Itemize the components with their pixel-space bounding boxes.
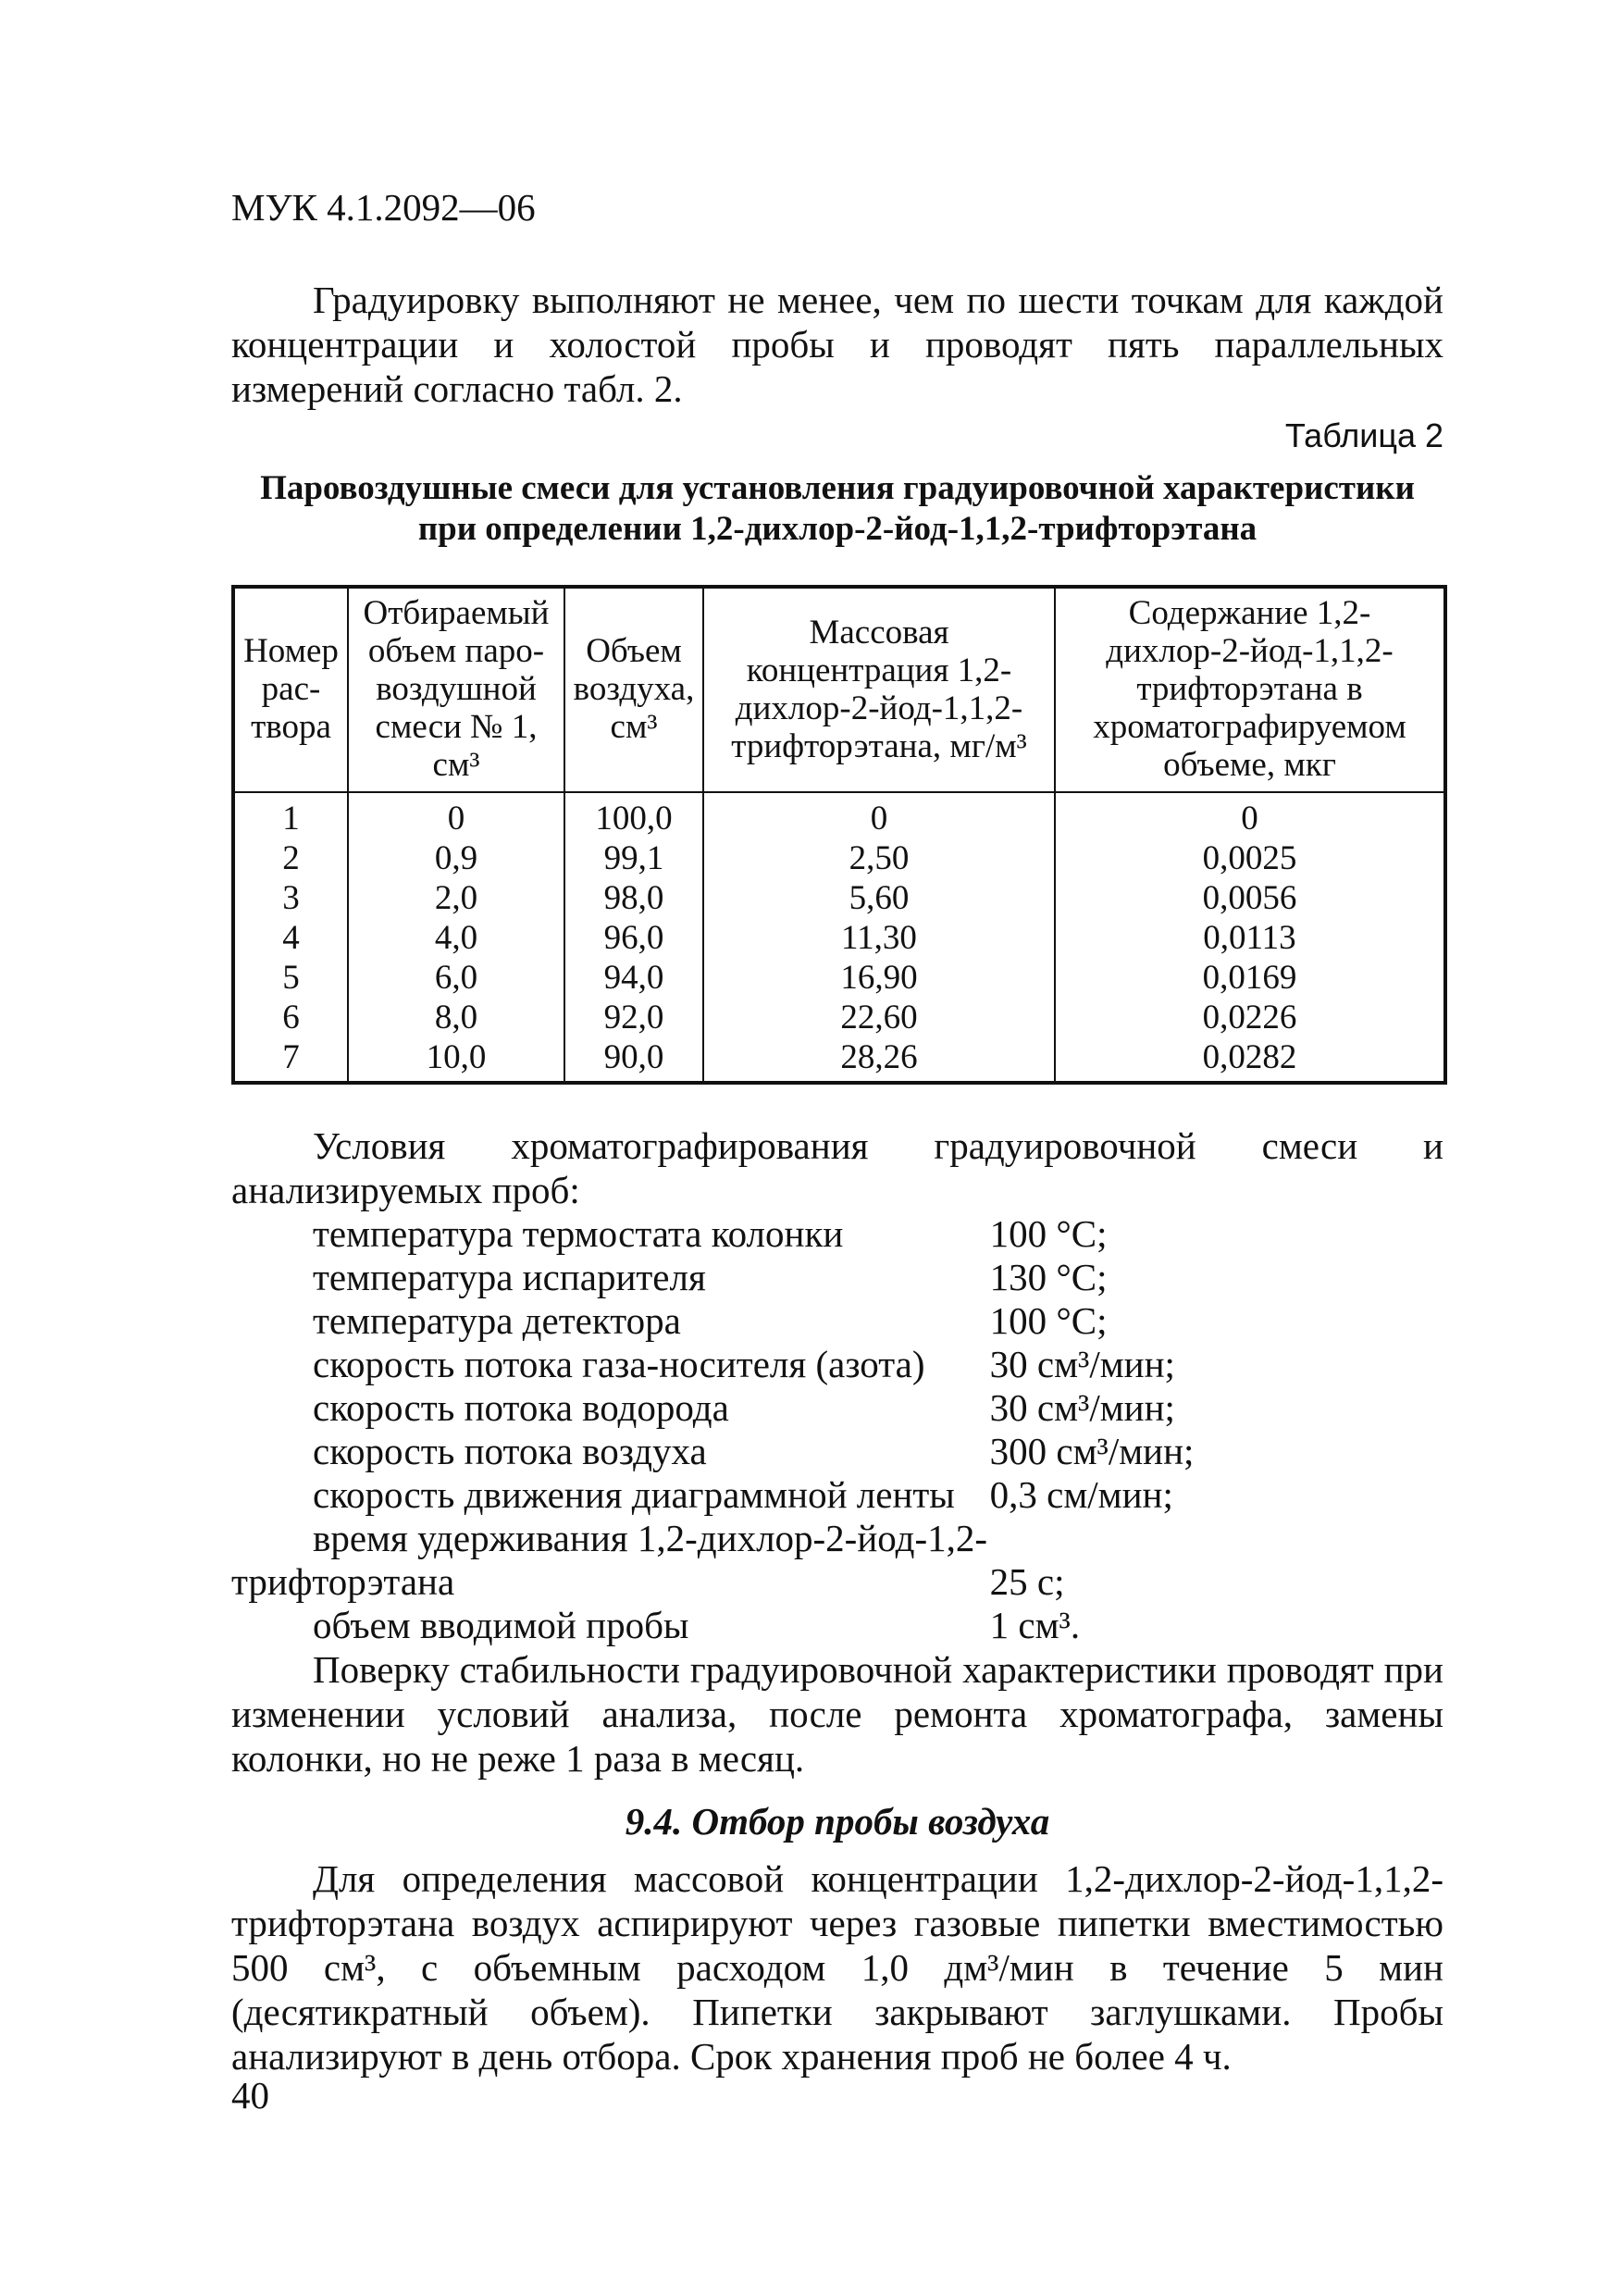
table-cell: 92,0 [564, 998, 703, 1037]
condition-row [231, 1299, 1443, 1343]
table-cell: 0 [703, 792, 1055, 838]
table-cell: 100,0 [564, 792, 703, 838]
condition-value: 300 см³/мин; [989, 1430, 1195, 1472]
header-mass-concentration: Массовая концентрация 1,2-дихлор-2-йод-1,1,2-трифторэтана, мг/м³ [703, 587, 1055, 792]
condition-row-retention-cont [231, 1560, 1443, 1604]
table-cell: 2,50 [703, 838, 1055, 878]
table-cell: 2,0 [348, 878, 564, 918]
table-cell: 94,0 [564, 958, 703, 998]
condition-row [231, 1430, 1443, 1473]
table-row [233, 792, 1445, 838]
condition-row [231, 1473, 1443, 1517]
section-title: 9.4. Отбор пробы воздуха [625, 1800, 1050, 1843]
table-row [233, 878, 1445, 918]
conditions-intro: Условия хроматографирования градуировочной смеси и анализируемых проб: [231, 1124, 1443, 1211]
table-cell: 16,90 [703, 958, 1055, 998]
condition-row-retention [231, 1517, 1443, 1560]
table-cell: 0,0113 [1055, 918, 1445, 958]
header-solution-number: Номер рас-твора [233, 587, 348, 792]
condition-name: скорость движения диаграммной ленты [313, 1473, 955, 1516]
table-cell: 3 [233, 878, 348, 918]
condition-row [231, 1343, 1443, 1386]
header-sampled-volume: Отбираемый объем паро-воздушной смеси № 1, см³ [348, 587, 564, 792]
condition-name: время удерживания 1,2-дихлор-2-йод-1,2- [313, 1517, 988, 1559]
calibration-table [231, 585, 1447, 1085]
condition-row-volume [231, 1604, 1443, 1647]
table-title-line-2: при определении 1,2-дихлор-2-йод-1,1,2-трифторэтана [417, 510, 1258, 548]
table-cell: 5 [233, 958, 348, 998]
header-air-volume: Объем воздуха, см³ [564, 587, 703, 792]
page-content [231, 185, 1443, 2079]
table-cell: 7 [233, 1037, 348, 1083]
table-row [233, 1037, 1445, 1083]
document-header: МУК 4.1.2092—06 [231, 186, 536, 229]
condition-value: 25 с; [989, 1560, 1065, 1603]
condition-value: 100 °C; [989, 1212, 1108, 1255]
condition-value: 100 °C; [989, 1299, 1108, 1342]
table-cell: 0,0056 [1055, 878, 1445, 918]
intro-paragraph: Градуировку выполняют не менее, чем по шести точкам для каждой концентрации и холостой пробы и проводят пять параллельных измерений согласно табл. 2. [231, 279, 1443, 410]
table-header-row [233, 587, 1445, 792]
table-cell: 2 [233, 838, 348, 878]
table-cell: 22,60 [703, 998, 1055, 1037]
table-cell: 0,0169 [1055, 958, 1445, 998]
table-cell: 98,0 [564, 878, 703, 918]
condition-name: температура испарителя [313, 1256, 706, 1298]
condition-row [231, 1212, 1443, 1256]
sampling-paragraph: Для определения массовой концентрации 1,2-дихлор-2-йод-1,1,2-трифторэтана воздух аспирируют через газовые пипетки вместимостью 500 см³, с объемным расходом 1,0 дм³/мин в течение 5 мин (десятикратный объем). Пипетки закрывают заглушками. Пробы анализируют в день отбора. Срок хранения проб не более 4 ч. [231, 1857, 1443, 2078]
condition-row [231, 1256, 1443, 1299]
condition-value: 30 см³/мин; [989, 1343, 1175, 1385]
table-cell: 28,26 [703, 1037, 1055, 1083]
condition-name: скорость потока газа-носителя (азота) [313, 1343, 925, 1385]
condition-value: 1 см³. [989, 1604, 1081, 1646]
table-body [233, 792, 1445, 1083]
condition-value: 30 см³/мин; [989, 1386, 1175, 1429]
table-row [233, 838, 1445, 878]
table-row [233, 998, 1445, 1037]
table-cell: 5,60 [703, 878, 1055, 918]
table-cell: 90,0 [564, 1037, 703, 1083]
stability-paragraph: Поверку стабильности градуировочной характеристики проводят при изменении условий анализа, после ремонта хроматографа, замены колонки, но не реже 1 раза в месяц. [231, 1648, 1443, 1780]
conditions-block [231, 1123, 1443, 1647]
table-cell: 6,0 [348, 958, 564, 998]
table-row [233, 958, 1445, 998]
table-cell: 10,0 [348, 1037, 564, 1083]
table-cell: 1 [233, 792, 348, 838]
table-cell: 99,1 [564, 838, 703, 878]
table-title-line-1: Паровоздушные смеси для установления градуировочной характеристики [260, 469, 1415, 507]
table-cell: 4 [233, 918, 348, 958]
table-row [233, 918, 1445, 958]
table-label: Таблица 2 [1284, 416, 1443, 454]
table-cell: 0,0282 [1055, 1037, 1445, 1083]
table-cell: 11,30 [703, 918, 1055, 958]
condition-name: температура детектора [313, 1299, 681, 1342]
table-cell: 0,0226 [1055, 998, 1445, 1037]
table-cell: 96,0 [564, 918, 703, 958]
table-title [231, 468, 1443, 550]
condition-name: скорость потока воздуха [313, 1430, 707, 1472]
condition-name: трифторэтана [231, 1560, 455, 1603]
condition-value: 130 °C; [989, 1256, 1108, 1298]
table-cell: 0,9 [348, 838, 564, 878]
condition-name: температура термостата колонки [313, 1212, 844, 1255]
conditions-table [231, 1212, 1443, 1647]
condition-value: 0,3 см/мин; [989, 1473, 1173, 1516]
table-cell: 0 [1055, 792, 1445, 838]
table-cell: 0 [348, 792, 564, 838]
table-cell: 0,0025 [1055, 838, 1445, 878]
condition-name: скорость потока водорода [313, 1386, 729, 1429]
table-cell: 6 [233, 998, 348, 1037]
page-number: 40 [231, 2074, 269, 2116]
condition-name: объем вводимой пробы [313, 1604, 689, 1646]
condition-row [231, 1386, 1443, 1430]
table-cell: 8,0 [348, 998, 564, 1037]
header-content: Содержание 1,2-дихлор-2-йод-1,1,2-трифторэтана в хроматографируемом объеме, мкг [1055, 587, 1445, 792]
conditions-body [231, 1212, 1443, 1517]
table-cell: 4,0 [348, 918, 564, 958]
